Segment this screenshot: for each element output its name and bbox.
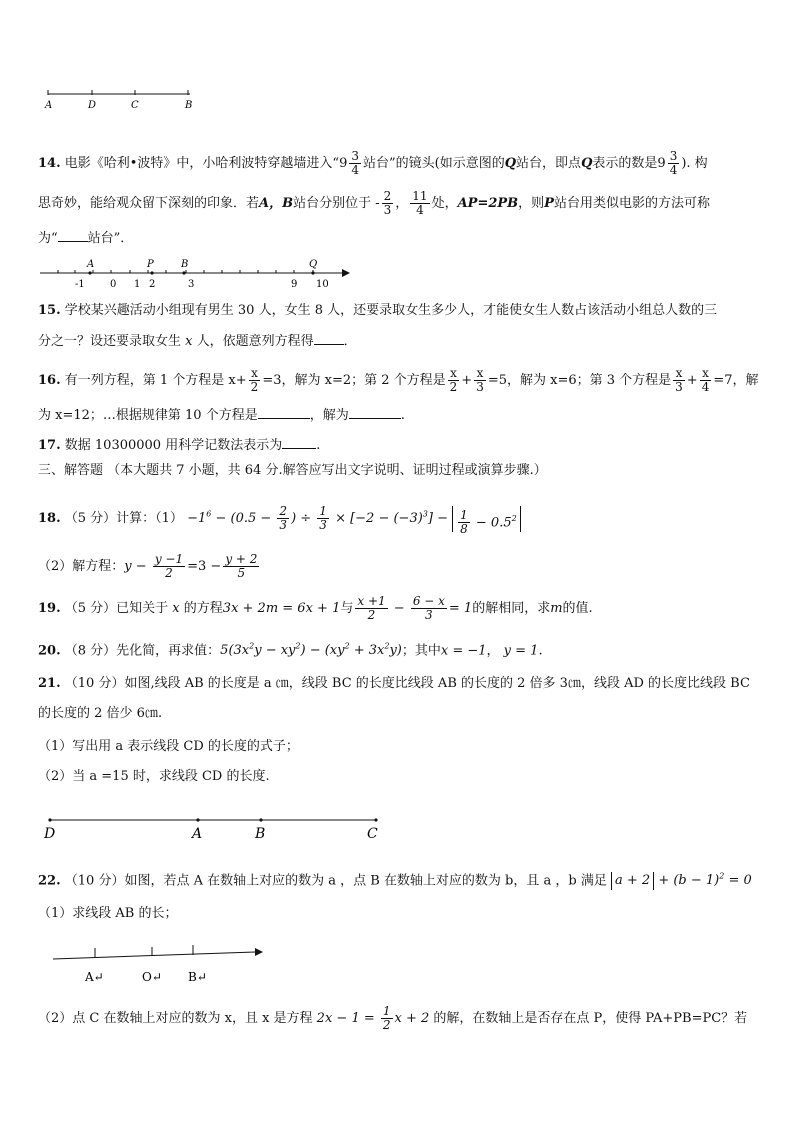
q18-mid: =3 −	[187, 559, 222, 574]
q14-text-c: 站台，即点	[516, 156, 582, 171]
q22-equation: 2x − 1 = $\frac{1}{2}$ x + 2	[312, 1004, 434, 1032]
q16-frac-x2b: $\frac{x}{2}$	[449, 366, 458, 394]
q19-a: （5 分）已知关于	[64, 601, 169, 616]
q17-text: 数据 10300000 用科学记数法表示为	[64, 438, 283, 453]
q16-p6: =7，解	[713, 373, 759, 388]
q14-line2	[38, 190, 758, 217]
q15-line1	[38, 302, 758, 320]
segment-label-c: C	[131, 100, 139, 111]
q14-number-line	[38, 256, 358, 290]
q19-g: 的值.	[562, 601, 593, 616]
q16-p2: =3，解为 x=2；第 2 个方程是	[262, 373, 446, 388]
q22-sub1: （1）求线段 AB 的长；	[38, 906, 178, 921]
q14-line2-a: 思奇妙，能给观众留下深刻的印象．若	[38, 196, 260, 211]
axis-tick-10: 10	[316, 279, 329, 290]
q21-sub2: （2）当 a =15 时，求线段 CD 的长度.	[38, 769, 270, 784]
q14-frac-23: $\frac{2}{3}$	[383, 189, 392, 217]
axis-point-p: P	[147, 259, 154, 270]
q16-plus1: +	[461, 373, 473, 388]
q22-number: 22.	[38, 873, 61, 889]
q21-segment-figure	[40, 810, 390, 846]
q14-mixed-int: 9	[657, 156, 666, 171]
q19-frac1: $\frac{x +1}{2}$	[357, 594, 386, 622]
q17-number: 17.	[38, 438, 61, 453]
q16-frac-x3: $\frac{x}{3}$	[476, 366, 484, 394]
q18-number: 18.	[38, 511, 61, 526]
q19-b: 的方程	[183, 601, 223, 616]
segment-label-a: A	[45, 100, 53, 111]
q16-text2a: 为 x=12；…根据规律第 10 个方程是	[38, 408, 258, 423]
q14-text-b: 站台”的镜头(如示意图的	[363, 156, 505, 171]
q18-frac2: $\frac{y + 2}{5}$	[225, 552, 258, 580]
q14-text-e: ). 构	[681, 156, 708, 171]
q20-b: ；其中	[401, 643, 441, 659]
q21-line2: 的长度的 2 倍少 6㎝.	[38, 706, 163, 721]
q15-text2c: ．	[343, 334, 357, 349]
q20-line: 20. （8 分）先化简，再求值：$5(3x^2y - xy^2) - (xy^2 + 3x^2y)$；其中x = −1， y = 1.	[38, 642, 543, 659]
q22-sub2-b: 的解，在数轴上是否存在点 P，使得 PA+PB=PC？若	[433, 1011, 748, 1026]
q22-number-line	[45, 942, 275, 988]
q16-frac-x2: $\frac{x}{2}$	[250, 366, 259, 394]
q19-m: m	[550, 601, 563, 616]
segment-label-d: D	[88, 100, 97, 111]
q19-eq: 3x + 2m = 6x + 1	[222, 601, 341, 616]
q15-text2a: 分之一？设还要录取女生	[38, 334, 182, 349]
q16-line2	[38, 407, 758, 425]
q19-frac2: $\frac{6 - x}{3}$	[412, 594, 445, 622]
q14-cond: AP=2PB	[457, 196, 519, 211]
q15-text1: 学校某兴趣活动小组现有男生 30 人，女生 8 人，还要录取女生多少人，才能使女生人数占该活动小组总人数的三	[64, 303, 718, 318]
q15-text2b: 人，依题意列方程得	[196, 334, 314, 349]
axis-tick-neg1: -1	[75, 279, 85, 290]
q16-line1	[38, 367, 758, 394]
q21-sub1: （1）写出用 a 表示线段 CD 的长度的式子；	[38, 739, 299, 754]
q16-blank1[interactable]	[258, 418, 310, 419]
axis-point-a: A	[87, 259, 95, 270]
q19-line: 19. （5 分）已知关于 x 的方程3x + 2m = 6x + 1与 $\frac{x +1}{2}$ − $\frac{6 - x}{3}$ = 1的解相同，求m的值.	[38, 594, 593, 622]
q22-label-o: O↵	[142, 970, 162, 984]
q22-line1	[38, 868, 758, 890]
q15-number: 15.	[38, 303, 61, 318]
q14-frac-34b: $\frac{3}{4}$	[669, 149, 678, 177]
q16-p1: 有一列方程，第 1 个方程是 x+	[64, 373, 247, 388]
q21-number: 21.	[38, 676, 61, 691]
q20-yv: y = 1	[503, 643, 539, 659]
q14-answer-blank[interactable]	[58, 241, 88, 242]
q20-a: （8 分）先化简，再求值：	[64, 643, 221, 659]
q21-label-c: C	[367, 826, 378, 842]
q18-line1	[38, 504, 758, 536]
axis-point-b: B	[181, 259, 189, 270]
q14-frac-114: $\frac{11}{4}$	[412, 189, 428, 217]
q14-sep: ，	[395, 196, 409, 211]
q20-xv: x = −1	[440, 643, 487, 659]
q22-condition: $a + 2 + (b - 1)^2 = 0$	[611, 873, 752, 888]
segment-figure-adcb	[40, 86, 200, 112]
q19-number: 19.	[38, 601, 61, 616]
q20-expression: $5(3x^2y - xy^2) - (xy^2 + 3x^2y)$	[220, 642, 402, 659]
q14-line3-a: 为“	[38, 231, 58, 246]
axis-tick-3: 3	[188, 279, 195, 290]
q19-f: 的解相同，求	[472, 601, 551, 616]
q21-label-a: A	[192, 826, 203, 842]
q22-text1: （10 分）如图，若点 A 在数轴上对应的数为 a ，点 B 在数轴上对应的数为 b，且 a ，b 满足	[64, 873, 607, 889]
q14-line2-d: ，则	[518, 196, 545, 211]
q16-blank2[interactable]	[349, 418, 401, 419]
q18-y: y	[124, 559, 132, 574]
q14-line1	[38, 150, 758, 177]
q16-frac-x3b: $\frac{x}{3}$	[675, 366, 683, 394]
q14-line3	[38, 230, 758, 248]
q16-p4: =5，解为 x=6；第 3 个方程是	[487, 373, 672, 388]
q21-label-b: B	[255, 826, 266, 842]
q14-q: Q	[504, 156, 517, 171]
q18-frac1: $\frac{y -1}{2}$	[154, 552, 184, 580]
q14-line3-b: 站台”．	[87, 231, 134, 246]
section-3-heading: 三、解答题 （本大题共 7 小题，共 64 分.解答应写出文字说明、证明过程或演算步骤.）	[38, 463, 547, 478]
q17-line	[38, 437, 758, 455]
q15-x: x	[185, 334, 193, 349]
q16-frac-x4: $\frac{x}{4}$	[701, 366, 710, 394]
axis-tick-2: 2	[149, 279, 156, 290]
q14-line2-c: 处，	[431, 196, 458, 211]
q21-line1	[38, 675, 758, 693]
q16-text2b: ，解为	[309, 408, 349, 423]
q14-number: 14.	[38, 156, 61, 171]
q17-end: .	[316, 438, 321, 453]
q14-text: 电影《哈利•波特》中，小哈利波特穿越墙进入“9	[64, 156, 348, 171]
q14-line2-e: 站台用类似电影的方法可称	[553, 196, 710, 211]
axis-tick-1: 1	[134, 279, 141, 290]
q22-label-b: B↵	[188, 970, 207, 984]
q16-number: 16.	[38, 373, 61, 388]
axis-tick-0: 0	[110, 279, 117, 290]
q15-answer-blank[interactable]	[314, 344, 344, 345]
q22-sub2	[38, 1005, 758, 1032]
q15-line2	[38, 333, 758, 351]
q14-p: P	[544, 196, 554, 211]
q14-frac-34a: $\frac{3}{4}$	[351, 149, 359, 177]
q21-text1: （10 分）如图,线段 AB 的长度是 a ㎝，线段 BC 的长度比线段 AB 的长度的 2 倍多 3㎝，线段 AD 的长度比线段 BC	[64, 676, 750, 691]
q14-q2: Q	[581, 156, 593, 171]
q17-blank[interactable]	[282, 448, 316, 449]
q20-number: 20.	[38, 643, 61, 659]
q20-c: .	[538, 643, 543, 659]
q18-line2: （2）解方程：y − $\frac{y -1}{2}$ =3 − $\frac{y + 2}{5}$	[38, 552, 258, 580]
q18-part2: （2）解方程：	[38, 559, 125, 574]
q16-plus2: +	[686, 373, 698, 388]
q19-c: 与	[340, 601, 354, 616]
q14-line2-b: 站台分别位于 -	[293, 196, 380, 211]
q22-sub2-a: （2）点 C 在数轴上对应的数为 x，且 x 是方程	[38, 1011, 313, 1026]
q19-e: = 1	[448, 601, 473, 616]
axis-point-q: Q	[309, 259, 318, 270]
q14-text-d: 表示的数是	[592, 156, 658, 171]
q14-ab: A，B	[259, 196, 294, 211]
axis-tick-9: 9	[291, 279, 298, 290]
q22-label-a: A↵	[85, 970, 104, 984]
q21-label-d: D	[44, 826, 56, 842]
q16-text2c: .	[400, 408, 405, 423]
segment-label-b: B	[185, 100, 193, 111]
q18-score: （5 分）计算：（1）	[64, 511, 183, 526]
q18-expression: $-1^6 - (0.5$ − $\frac{2}{3}$ ) ÷ $\frac{1}{3}$ × $[-2 - (-3)^3]$ − $\frac{1}{8}$ − $0.5^2$	[187, 511, 521, 526]
